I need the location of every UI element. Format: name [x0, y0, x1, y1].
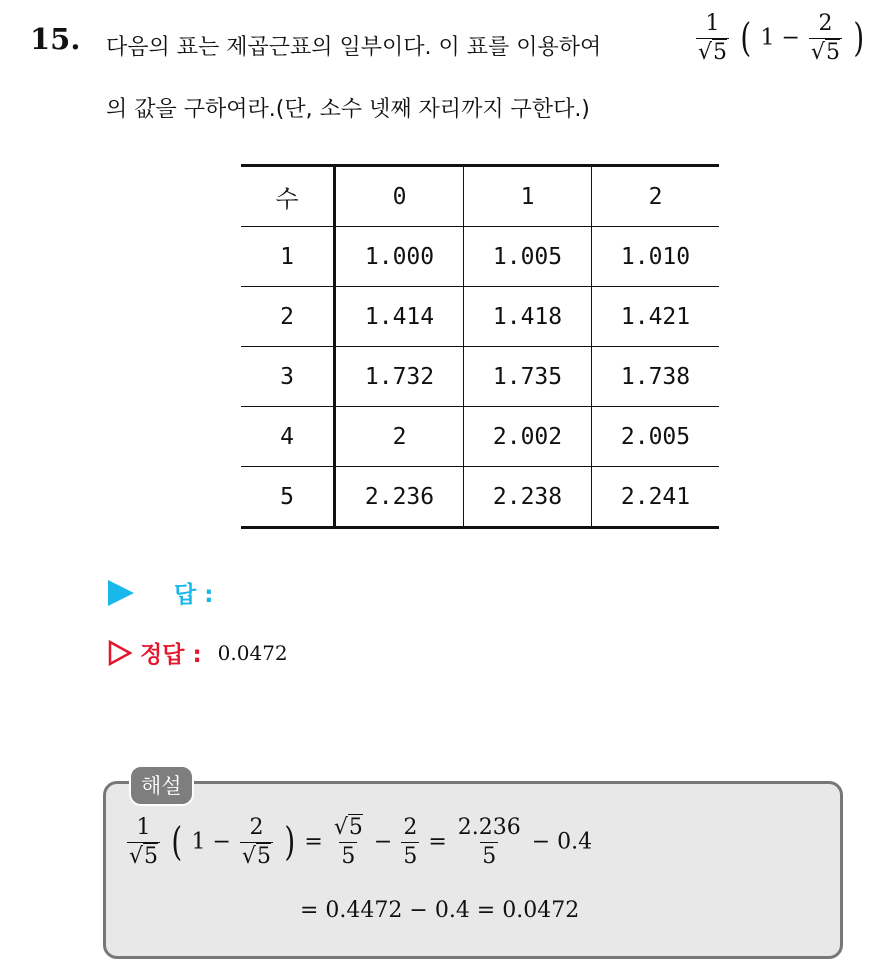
table-cell: 1.738	[592, 347, 720, 407]
table-cell: 1.414	[364, 303, 435, 330]
play-icon	[108, 580, 134, 606]
table-col-header: 2	[592, 166, 720, 227]
sqrt-symbol: √5	[333, 815, 363, 840]
correct-answer-row	[108, 636, 288, 669]
explanation-line1: $\frac{1}{√5}$ ( 1 − $\frac{2}{√5}$ ) = $\frac{√5}{5}$ − $\frac{2}{5}$ = $\frac{2.236}{5}$ − 0.4	[129, 815, 593, 870]
square-root-table	[241, 164, 719, 529]
expl-fraction-3: $\frac{2}{5}$	[403, 815, 418, 870]
expr-fraction: $\frac{1}{√5}$	[698, 11, 728, 66]
table-col-header: 1	[464, 166, 592, 227]
correct-answer-value: 0.0472	[217, 640, 288, 665]
outline-play-icon	[108, 640, 132, 666]
question-text-line2: 의 값을 구하여라.(단, 소수 넷째 자리까지 구한다.)	[106, 97, 590, 122]
expl-fraction-4: $\frac{2.236}{5}$	[457, 815, 521, 870]
expr-inner-fraction: $\frac{2}{√5}$	[810, 11, 840, 66]
table-row-label: 5	[241, 467, 335, 528]
expl-inner-fraction: $\frac{2}{√5}$	[241, 815, 271, 870]
expr-minus: −	[781, 25, 800, 51]
expl-fraction-2: $\frac{√5}{5}$	[333, 815, 363, 870]
table-row-label: 3	[241, 347, 335, 407]
table-cell: 1.732	[364, 363, 435, 390]
table-row-label: 1	[241, 227, 335, 287]
table-cell: 1.010	[592, 227, 720, 287]
table-cell: 1.421	[592, 287, 720, 347]
sqrt-symbol: √5	[810, 40, 840, 66]
expl-fraction: $\frac{1}{√5}$	[129, 815, 159, 870]
right-paren: )	[284, 818, 296, 865]
table-cell: 2	[392, 423, 407, 450]
table-cell: 2.238	[464, 467, 592, 528]
table-row-label: 4	[241, 407, 335, 467]
sqrt-symbol: √5	[241, 844, 271, 870]
question-text-line1: 다음의 표는 제곱근표의 일부이다. 이 표를 이용하여	[106, 35, 602, 60]
table-cell: 2.241	[592, 467, 720, 528]
table-row	[241, 347, 719, 407]
equals-sign: =	[428, 829, 447, 855]
table-header-row	[241, 166, 719, 227]
sqrt-symbol: √5	[129, 844, 159, 870]
table-cell: 1.005	[464, 227, 592, 287]
left-paren: (	[171, 818, 183, 865]
left-paren: (	[740, 14, 752, 61]
explanation-tab: 해설	[129, 765, 194, 806]
table-row	[241, 407, 719, 467]
table-row-label: 2	[241, 287, 335, 347]
table-cell: 2.236	[335, 467, 464, 528]
table-cell: 1.735	[464, 347, 592, 407]
table-col-header: 0	[335, 166, 464, 227]
table-cell: 1.418	[464, 287, 592, 347]
table-row	[241, 287, 719, 347]
right-paren: )	[853, 14, 865, 61]
table-cell: 2.005	[592, 407, 720, 467]
question-number: 15.	[30, 22, 81, 56]
table-row	[241, 227, 719, 287]
expl-tail: − 0.4	[531, 829, 593, 855]
answer-row	[108, 576, 213, 609]
explanation-line2: = 0.4472 − 0.4 = 0.0472	[300, 898, 580, 923]
equals-sign: =	[304, 829, 323, 855]
expr-one: 1	[760, 25, 775, 51]
sqrt-symbol: √5	[698, 40, 728, 66]
table-corner-header: 수	[241, 166, 335, 227]
table-cell: 2.002	[464, 407, 592, 467]
answer-label: 답 :	[174, 582, 214, 608]
table-row	[241, 467, 719, 528]
explanation-box	[103, 781, 843, 959]
question-expression	[694, 12, 866, 65]
correct-answer-label: 정답 :	[140, 642, 202, 668]
table-cell: 1.000	[364, 243, 435, 270]
